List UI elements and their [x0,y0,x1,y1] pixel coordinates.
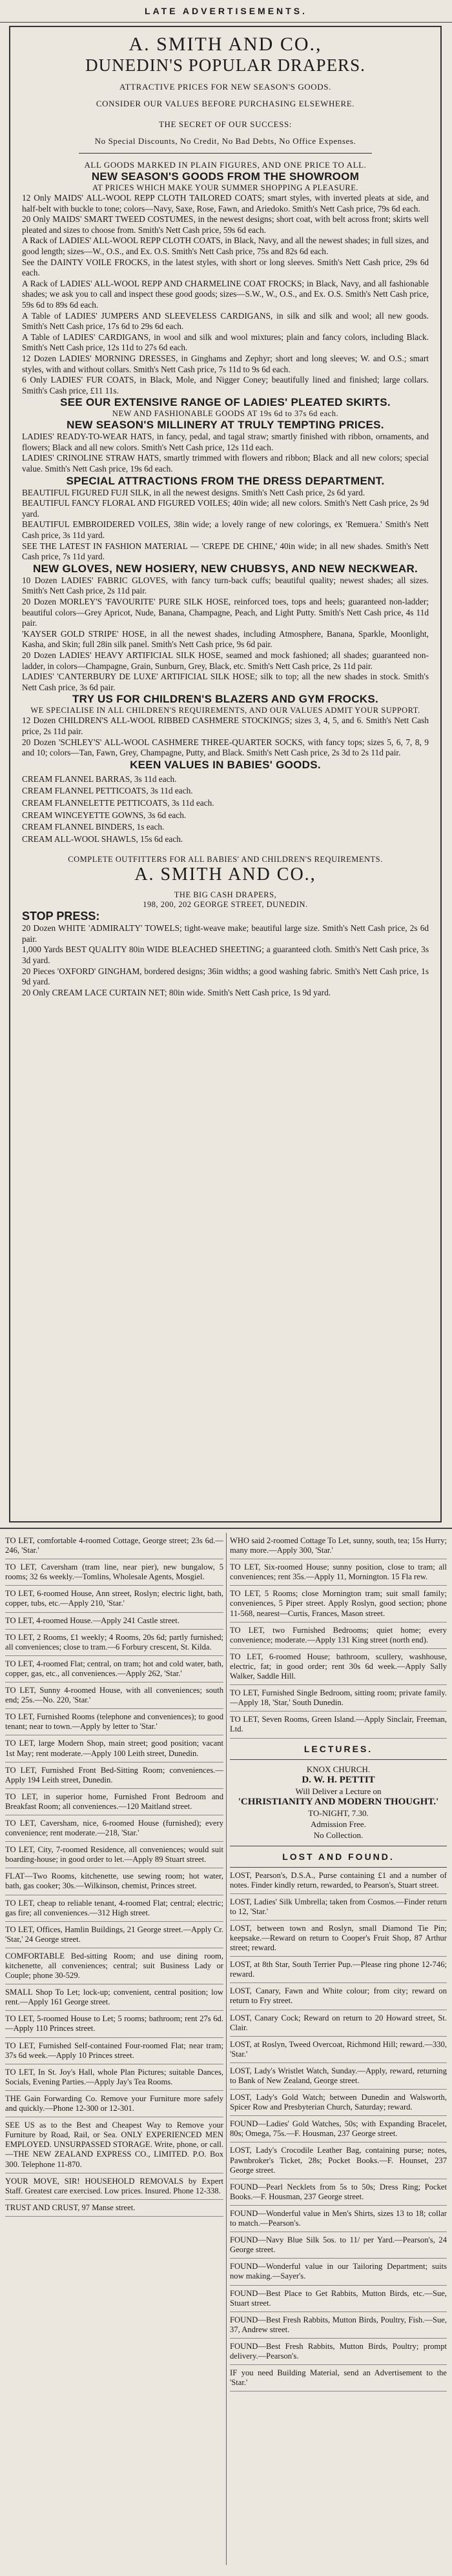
classified-ad: TO LET, large Modern Shop, main street; good position; vacant 1st May; rent moderate.—Apply 100 Leith street, Dunedin. [5,1735,223,1762]
classified-ad: TO LET, 4-roomed Flat; central, on tram; hot and cold water, bath, copper, gas, etc., all conveniences.—Apply 262, 'Star.' [5,1656,223,1682]
showroom-heading: NEW SEASON'S GOODS FROM THE SHOWROOM [91,170,360,183]
dress-item: BEAUTIFUL FIGURED FUJI SILK, in all the newest designs. Smith's Nett Cash price, 2s 6d yard. [22,487,365,497]
babies-item: CREAM FLANNEL BARRAS, 3s 11d each. [22,774,177,784]
to-let-list [230,1533,447,1739]
showroom-item: A Table of LADIES' CARDIGANS, in wool and silk and wool mixtures; plain and fancy colors, including Black. Smith's Nett Cash price, 12s 11d to 27s 6d each. [22,332,429,353]
dress-heading: SPECIAL ATTRACTIONS FROM THE DRESS DEPARTMENT. [66,474,385,487]
classified-ad: TO LET, Caversham, nice, 6-roomed House (furnished); every convenience; rent moderate.—218, 'Star.' [5,1815,223,1842]
divider [79,153,372,154]
lost-found-ad: LOST, Lady's Gold Watch; between Dunedin and Walsworth, Spicer Row and Presbyterian Church, Saturday; reward. [230,2090,447,2116]
showroom-item: A Rack of LADIES' ALL-WOOL REPP AND CHARMELINE COAT FROCKS; in Black, Navy, and all fashionable shades; we ask you to call and inspect these good goods; sizes—S.W., W., O.S., and Ex. O.S. Smith's Nett Cash price, 59s 6d to 89s 6d each. [22,278,429,310]
classified-ad: TO LET, 6-roomed House, Ann street, Roslyn; electric light, bath, copper, tubs, etc.—Apply 210, 'Star.' [5,1586,223,1612]
classified-ad: TO LET, Caversham (tram line, near pier), new bungalow, 5 rooms; 32 6s weekly.—Tomlins, Wholesale Agents, Mosgiel. [5,1559,223,1586]
classified-ad: TO LET, two Furnished Bedrooms; quiet home; every convenience; moderate.—Apply 131 King street (north end). [230,1622,447,1649]
lecturer-name: D. W. H. PETTIT [302,1774,375,1785]
babies-item: CREAM FLANNELETTE PETTICOATS, 3s 11d each. [22,797,214,808]
classified-ad: TO LET, 6-roomed House; bathroom, scullery, washhouse, electric, fat; in good order; rent 30s 6d week.—Apply Sally Walker, Saddle Hill. [230,1649,447,1685]
showroom-item: A Table of LADIES' JUMPERS AND SLEEVELESS CARDIGANS, in silk and silk and wool; all new goods. Smith's Nett Cash price, 17s 6d to 29s 6d each. [22,310,429,332]
babies-item: CREAM ALL-WOOL SHAWLS, 15s 6d each. [22,834,183,844]
lecture-notice [230,1760,447,1846]
lecture-title: 'CHRISTIANITY AND MODERN THOUGHT.' [238,1796,439,1807]
classified-ad: TO LET, Six-roomed House; sunny position, close to tram; all conveniences; rent 35s.—Apply 11, Mornington. 15 Fla rew. [230,1559,447,1586]
section-rule [0,1528,452,1529]
lost-found-ad: FOUND—Best Fresh Rabbits, Mutton Birds, Poultry, Fish.—Sue, 37, Andrew street. [230,2312,447,2339]
lost-found-ad: FOUND—Ladies' Gold Watches, 50s; with Expanding Bracelet, 80s; Omega, 75s.—F. Housman, 237 George street. [230,2116,447,2142]
children-item: 12 Dozen CHILDREN'S ALL-WOOL RIBBED CASHMERE STOCKINGS; sizes 3, 4, 5, and 6. Smith's Nett Cash price, 2s 11d pair. [22,715,429,736]
gloves-heading: NEW GLOVES, NEW HOSIERY, NEW CHUBSYS, AND NEW NECKWEAR. [32,562,418,575]
gloves-item: 20 Dozen MORLEY'S 'FAVOURITE' PURE SILK HOSE, reinforced toes, tops and heels; guaranteed non-ladder; beautiful colors—Grey Apricot, Nude, Banana, Champagne, Peach, and Light Putty. Smith's Nett Cash price, 4s 11d pair. [22,597,429,628]
lost-found-ad: LOST, at 8th Star, South Terrier Pup.—Please ring phone 12-746; reward. [230,1957,447,1983]
gloves-item: 10 Dozen LADIES' FABRIC GLOVES, with fancy turn-back cuffs; beautiful quality; newest shades; all sizes. Smith's Nett Cash price, 2s 11d pair. [22,575,429,596]
classified-ad: TO LET, 2 Rooms, £1 weekly; 4 Rooms, 20s 6d; partly furnished; all conveniences; close to tram.—6 Forbury crescent, St. Kilda. [5,1630,223,1656]
lost-found-ad: LOST, Canary Cock; Reward on return to 20 Howard street, St. Clair. [230,2010,447,2037]
classified-ad: YOUR MOVE, SIR! HOUSEHOLD REMOVALS by Expert Staff. Greatest care exercised. Low prices. Insured. Phone 12-338. [5,2173,223,2200]
showroom-subheading: AT PRICES WHICH MAKE YOUR SUMMER SHOPPING A PLEASURE. [92,183,359,192]
classified-ad: SMALL Shop To Let; lock-up; convenient, central position; low rent.—Apply 161 George street. [5,1984,223,2011]
footer-firm-name: A. SMITH AND CO., [134,864,316,885]
lost-found-ad: LOST, Lady's Crocodile Leather Bag, containing purse; notes, Pawnbroker's Ticket, 28s; Pocket Books.—F. Hounset, 237 George street. [230,2142,447,2179]
classifieds-left-column [5,1533,223,2565]
gloves-item: 'KAYSER GOLD STRIPE' HOSE, in all the newest shades, including Atmosphere, Banana, Sparkle, Moonlight, Kasha, and Skin; full 28in silk panel. Smith's Nett Cash price, 9s 6d pair. [22,628,429,650]
classified-ad: TO LET, Furnished Front Bed-Sitting Room; conveniences.—Apply 194 Leith street, Dunedin. [5,1762,223,1789]
stop-press-item: 1,000 Yards BEST QUALITY 80in WIDE BLEACHED SHEETING; a guaranteed cloth. Smith's Nett Cash price, 3s 3d yard. [22,944,429,966]
babies-item: CREAM FLANNEL PETTICOATS, 3s 11d each. [22,786,193,796]
intro-line-1: ATTRACTIVE PRICES FOR NEW SEASON'S GOODS. [119,82,331,92]
gloves-item: 20 Dozen LADIES' HEAVY ARTIFICIAL SILK HOSE, seamed and mock fashioned; all shades; guaranteed non-ladder, in colors—Champagne, Grain, Sunburn, Grey, Black, etc. Smith's Nett Cash price, 2s 11d pair. [22,650,429,671]
lost-found-ad: FOUND—Best Fresh Rabbits, Mutton Birds, Poultry; prompt delivery.—Pearson's. [230,2339,447,2365]
skirts-heading: SEE OUR EXTENSIVE RANGE OF LADIES' PLEATED SKIRTS. [60,396,391,409]
children-subheading: WE SPECIALISE IN ALL CHILDREN'S REQUIREMENTS, AND OUR VALUES ADMIT YOUR SUPPORT. [30,706,420,715]
page-header: LATE ADVERTISEMENTS. [0,0,452,23]
dress-item: BEAUTIFUL EMBROIDERED VOILES, 38in wide; a lovely range of new colorings, ex 'Remuera.' Smith's Nett Cash price, 3s 11d yard. [22,519,429,541]
lost-found-ad: LOST, Lady's Wristlet Watch, Sunday.—Apply, reward, returning to Bank of New Zealand, George street. [230,2063,447,2090]
lost-found-ad: FOUND—Wonderful value in Men's Shirts, sizes 13 to 18; collar to match.—Pearson's. [230,2206,447,2232]
classified-ad: TRUST AND CRUST, 97 Manse street. [5,2200,223,2217]
showroom-item: 12 Only MAIDS' ALL-WOOL REPP CLOTH TAILORED COATS; smart styles, with inverted pleats at side, and half-belt with buckle to tone; colors—Navy, Saxe, Rose, Fawn, and Ariedoko. Smith's Nett Cash price, 79s 6d each. [22,193,429,214]
complete-outfitters-line: COMPLETE OUTFITTERS FOR ALL BABIES' AND CHILDREN'S REQUIREMENTS. [68,855,383,864]
classified-ad: TO LET, Furnished Rooms (telephone and conveniences); to good tenant; near to town.—Apply by letter to 'Star.' [5,1709,223,1735]
gloves-item: LADIES' 'CANTERBURY DE LUXE' ARTIFICIAL SILK HOSE; silk to top; all the new shades in stock. Smith's Nett Cash price, 3s 6d pair. [22,672,429,692]
classified-ad: TO LET, City, 7-roomed Residence, all conveniences; would suit boarding-house; in good order to let.—Apply 89 Stuart street. [5,1842,223,1868]
showroom-item: A Rack of LADIES' ALL-WOOL REPP CLOTH COATS, in Black, Navy, and all the newest shades; in full sizes, and good length; sizes—W., O.S., and Ex. O.S. Smith's Nett Cash price, 75s and 82s 6d each. [22,235,429,256]
secret-line: THE SECRET OF OUR SUCCESS: [158,119,293,129]
classified-ad: THE Gain Forwarding Co. Remove your Furniture more safely and quickly.—Phone 12-300 or 12-301. [5,2091,223,2117]
classified-ad: TO LET, cheap to reliable tenant, 4-roomed Flat; central; electric; gas fire; all conveniences.—312 High street. [5,1895,223,1922]
lost-found-ad: FOUND—Navy Blue Silk 5os. to 11/ per Yard.—Pearson's, 24 George street. [230,2232,447,2259]
classified-ad: TO LET, Seven Rooms, Green Island.—Apply Sinclair, Freeman, Ltd. [230,1712,447,1738]
lecture-time: TO-NIGHT, 7.30. [308,1808,369,1818]
stop-press-item: 20 Only CREAM LACE CURTAIN NET; 80in wide. Smith's Nett Cash price, 1s 9d yard. [22,987,331,997]
classified-ad: TO LET, In St. Joy's Hall, whole Plan Pictures; suitable Dances, Socials, Evening Parties.—Apply Jay's Tea Rooms. [5,2064,223,2091]
footer-address: 198, 200, 202 GEORGE STREET, DUNEDIN. [143,900,308,910]
lost-found-list [230,1868,447,2392]
classifieds-right-column [230,1533,447,2565]
lost-found-ad: LOST, at Roslyn, Tweed Overcoat, Richmond Hill; reward.—330, 'Star.' [230,2037,447,2063]
classified-ad: TO LET, Furnished Single Bedroom, sitting room; private family.—Apply 18, 'Star,' South Dunedin. [230,1685,447,1712]
babies-heading: KEEN VALUES IN BABIES' GOODS. [130,758,321,771]
dress-item: BEAUTIFUL FANCY FLORAL AND FIGURED VOILES; 40in wide; all new colors. Smith's Nett Cash price, 2s 9d yard. [22,498,429,519]
stop-press-item: 20 Dozen WHITE 'ADMIRALTY' TOWELS; tight-weave make; beautiful large size. Smith's Nett Cash price, 2s 6d pair. [22,923,429,944]
footer-tagline: THE BIG CASH DRAPERS, [174,890,277,900]
showroom-item: 12 Dozen LADIES' MORNING DRESSES, in Ginghams and Zephyr; short and long sleeves; W. and O.S.; smart styles, with and without collars. Smith's Nett Cash price, 7s 11d to 9s 6d each. [22,353,429,374]
plain-figures-line: ALL GOODS MARKED IN PLAIN FIGURES, AND ONE PRICE TO ALL. [84,160,367,170]
showroom-item: 6 Only LADIES' FUR COATS, in Black, Mole, and Nigger Coney; beautifully lined and finished; large collars. Smith's Cash price, £11 11s. [22,375,429,395]
classified-ad: TO LET, comfortable 4-roomed Cottage, George street; 23s 6d.—246, 'Star.' [5,1533,223,1559]
smith-advertisement [9,26,442,1523]
classified-ad: TO LET, Offices, Hamlin Buildings, 21 George street.—Apply Cr. 'Star,' 24 George street. [5,1922,223,1948]
dress-item: SEE THE LATEST IN FASHION MATERIAL — 'CREPE DE CHINE,' 40in wide; in all new shades. Smith's Nett Cash price, 7s 11d yard. [22,541,429,562]
lost-found-ad: FOUND—Wonderful value in our Tailoring Department; suits now making.—Sayer's. [230,2259,447,2285]
lost-found-ad: LOST, Ladies' Silk Umbrella; taken from Cosmos.—Finder return to 12, 'Star.' [230,1894,447,1921]
stop-press-heading: STOP PRESS: [22,910,100,923]
classified-ad: TO LET, 4-roomed House.—Apply 241 Castle street. [5,1613,223,1630]
children-heading: TRY US FOR CHILDREN'S BLAZERS AND GYM FROCKS. [72,693,379,706]
classified-ad: TO LET, 5-roomed House to Let; 5 rooms; bathroom; rent 27s 6d.—Apply 110 Princes street. [5,2011,223,2037]
millinery-heading: NEW SEASON'S MILLINERY AT TRULY TEMPTING PRICES. [67,419,384,432]
classified-ad: TO LET, Sunny 4-roomed House, with all conveniences; south end; 25s.—No. 220, 'Star.' [5,1682,223,1709]
lost-found-ad: FOUND—Pearl Necklets from 5s to 50s; Dress Ring; Pocket Books.—F. Housman, 237 George street. [230,2179,447,2206]
classifieds [0,1533,452,2571]
classified-ad: WHO said 2-roomed Cottage To Let, sunny, south, tea; 15s Hurry; many more.—Apply 300, 'Star.' [230,1533,447,1559]
millinery-item: LADIES' CRINOLINE STRAW HATS, smartly trimmed with flowers and ribbon; Black and all new colors; special value. Smith's Nett Cash price, 19s 6d each. [22,453,429,474]
lecture-admission: Admission Free. [311,1819,366,1829]
babies-item: CREAM FLANNEL BINDERS, 1s each. [22,822,165,832]
stop-press-item: 20 Pieces 'OXFORD' GINGHAM, bordered designs; 36in widths; a good washing fabric. Smith's Nett Cash price, 1s 9d yard. [22,966,429,987]
lecture-intro: Will Deliver a Lecture on [295,1786,382,1796]
lost-found-ad: LOST, Canary, Fawn and White colour; from city; reward on return to Fry street. [230,1983,447,2010]
babies-item: CREAM WINCEYETTE GOWNS, 3s 6d each. [22,810,187,820]
lecture-church: KNOX CHURCH. [306,1764,371,1774]
lost-found-ad: IF you need Building Material, send an Advertisement to the 'Star.' [230,2365,447,2391]
skirts-subheading: NEW AND FASHIONABLE GOODS AT 19s 6d to 37s 6d each. [112,409,339,419]
lectures-heading: LECTURES. [230,1739,447,1760]
classified-ad: SEE US as to the Best and Cheapest Way to Remove your Furniture by Road, Rail, or Sea. ONLY EXPERIENCED MEN EMPLOYED. UNSURPASSED STORAGE. Write, phone, or call.—THE NEW ZEALAND EXPRESS CO., LIMITED. P.O. Box 300. Telephone 11-870. [5,2117,223,2173]
lost-found-heading: LOST AND FOUND. [230,1846,447,1868]
lost-found-ad: FOUND—Best Place to Get Rabbits, Mutton Birds, etc.—Sue, Stuart street. [230,2286,447,2312]
lecture-collection: No Collection. [313,1830,364,1840]
classified-ad: FLAT—Two Rooms, kitchenette, use sewing room; hot water, bath, gas cooker; 30s.—Wilkinson, chemist, Princes street. [5,1868,223,1895]
classified-ad: TO LET, Furnished Self-contained Four-roomed Flat; near tram; 37s 6d week.—Apply 10 Princes street. [5,2038,223,2064]
millinery-item: LADIES' READY-TO-WEAR HATS, in fancy, pedal, and tagal straw; smartly finished with ribbon, ornaments, and flowers; Black and all new colors. Smith's Nett Cash price, 12s 11d each. [22,432,429,452]
classified-ad: TO LET, 5 Rooms; close Mornington tram; suit small family; conveniences, 5 Piper street. Apply Roslyn, good section; phone 11-568, nearest—Curtis, Frances, Mason street. [230,1586,447,1622]
lost-found-ad: LOST, Pearson's, D.S.A., Purse containing £1 and a number of notes. Finder kindly return, rewarded, to Pearson's, Stuart street. [230,1868,447,1894]
draper-title: DUNEDIN'S POPULAR DRAPERS. [85,55,365,75]
showroom-item: 20 Only MAIDS' SMART TWEED COSTUMES, in the newest designs; short coat, with belt across front; skirts well pleated and sizes to choose from. Smith's Nett Cash price, 59s 6d each. [22,214,429,235]
showroom-item: See the DAINTY VOILE FROCKS, in the latest styles, with short or long sleeves. Smith's Nett Cash price, 29s 6d each. [22,257,429,278]
terms-line: No Special Discounts, No Credit, No Bad Debts, No Office Expenses. [94,136,356,146]
firm-name: A. SMITH AND CO., [128,34,322,55]
lost-found-ad: LOST, between town and Roslyn, small Diamond Tie Pin; keepsake.—Reward on return to Cooper's Fruit Shop, 87 Arthur street; reward. [230,1921,447,1957]
classified-ad: TO LET, in superior home, Furnished Front Bedroom and Breakfast Room; all conveniences.—120 Maitland street. [5,1789,223,1815]
children-item: 20 Dozen 'SCHLEY'S' ALL-WOOL CASHMERE THREE-QUARTER SOCKS, with fancy tops; sizes 5, 6, 7, 8, 9 and 10; colors—Tan, Fawn, Grey, Champagne, Putty, and Black. Smith's Nett Cash price, 2s 3d to 2s 11d pair. [22,737,429,758]
intro-line-2: CONSIDER OUR VALUES BEFORE PURCHASING ELSEWHERE. [96,99,355,108]
classified-ad: COMFORTABLE Bed-sitting Room; and use dining room, kitchenette, all conveniences; central; suit Business Lady or Couple; phone 30-529. [5,1948,223,1984]
